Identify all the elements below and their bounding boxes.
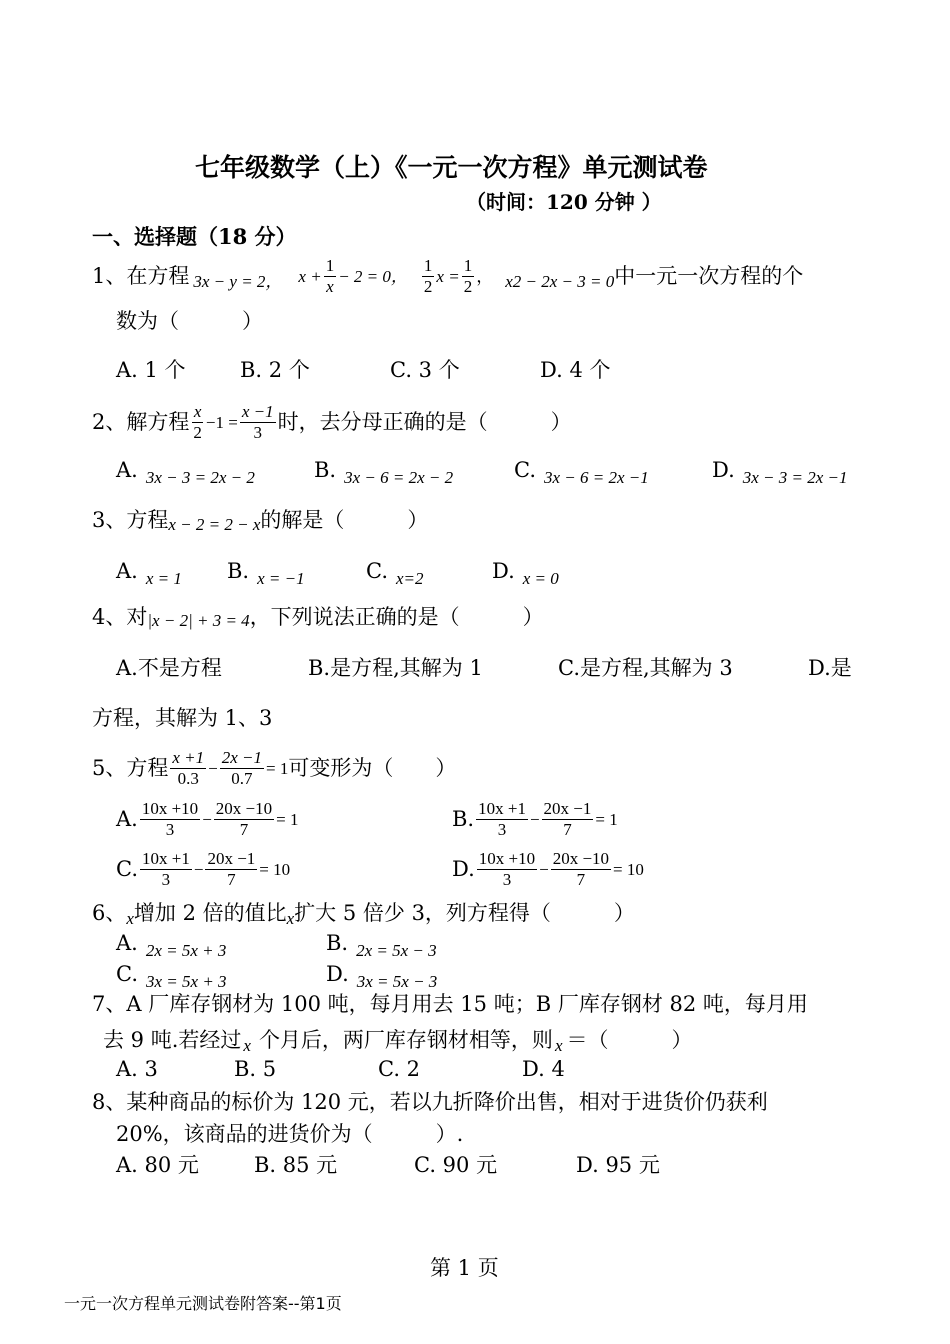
q3-option-c-label: C. [366, 559, 388, 583]
q2-option-b-expr: 3x − 6 = 2x − 2 [344, 468, 454, 487]
q2-option-d-expr: 3x − 3 = 2x −1 [742, 468, 848, 487]
q8-option-d: D. 95 元 [576, 1153, 660, 1177]
q1-e3-comma: ， [476, 266, 494, 286]
page-number: 第 1 页 [430, 1256, 499, 1280]
q1-e3-fraction-2 [462, 256, 475, 296]
q5-minus: − [208, 758, 218, 778]
q1-option-b: B. 2 个 [240, 358, 310, 382]
q5-fraction-1 [170, 748, 206, 788]
document-footer: 一元一次方程单元测试卷附答案--第1页 [64, 1294, 342, 1313]
q1-equation-3 [420, 256, 493, 296]
section-heading-choice: 一、选择题（18 分） [92, 224, 297, 249]
q7-line-2-part-b: 个月后，两厂库存钢材相等，则 [258, 1028, 553, 1052]
q1-prefix: 1、在方程 [92, 263, 190, 288]
q1-equation-2 [298, 256, 407, 296]
q5-d-rhs: = 10 [613, 859, 644, 879]
q4-prefix: 4、对 [92, 605, 148, 629]
q4-option-a: A.不是方程 [116, 656, 222, 680]
question-6 [92, 900, 635, 927]
q1-equation-1: 3x − y = 2， [193, 271, 283, 291]
q2-option-b-label: B. [314, 458, 337, 482]
q1-option-a: A. 1 个 [116, 358, 186, 382]
q8-option-a: A. 80 元 [116, 1153, 199, 1177]
q6-option-c [116, 962, 227, 991]
q5-d-den-1: 3 [502, 869, 512, 889]
q5-option-c-expr: $\frac{10x +1}{3}$ − $\frac{20x -1}{7}$ = 10 [142, 849, 291, 889]
q6-suffix: 扩大 5 倍少 3，列方程得（ ） [294, 901, 635, 925]
q3-suffix: 的解是（ ） [260, 508, 429, 532]
q5-a-num-2: 20x −10 [215, 799, 273, 818]
q2-option-c-label: C. [514, 458, 536, 482]
q1-option-c: C. 3 个 [390, 358, 460, 382]
q5-d-num-1: 10x +10 [478, 849, 536, 868]
q1-e3-middle: x = [436, 266, 460, 286]
q2-option-c [514, 458, 649, 487]
q2-option-a-expr: 3x − 3 = 2x − 2 [145, 468, 255, 487]
q5-option-c [116, 849, 290, 889]
q3-option-a-label: A. [116, 559, 138, 583]
q2-suffix: 时，去分母正确的是（ ） [277, 409, 572, 434]
q5-b-den-2: 7 [563, 819, 572, 839]
q5-a-den-2: 7 [239, 819, 249, 839]
q3-option-b-expr: x = −1 [257, 569, 305, 588]
q3-option-c [366, 559, 424, 588]
q5-c-num-1: 10x +1 [142, 849, 190, 868]
q5-c-den-1: 3 [161, 869, 171, 889]
q6-option-b-expr: 2x = 5x − 3 [356, 941, 437, 960]
q1-e3-den-1: 2 [423, 276, 433, 296]
q1-e2-part-b: − 2 = 0， [338, 266, 408, 286]
q1-e3-num-2: 1 [463, 256, 473, 275]
question-4 [92, 606, 544, 629]
q8-option-c: C. 90 元 [414, 1153, 498, 1177]
q2-den-1: 2 [193, 422, 202, 442]
q1-e3-num-1: 1 [423, 256, 433, 275]
q4-equation: |x − 2| + 3 = 4 [147, 611, 250, 630]
q2-middle: −1 = [205, 412, 238, 432]
q5-a-den-1: 3 [165, 819, 175, 839]
q2-option-a [116, 458, 255, 487]
question-5 [92, 748, 456, 788]
q5-option-a-label: A. [116, 806, 138, 831]
q6-variable-1: x [126, 909, 134, 928]
q5-option-d-expr: $\frac{10x +10}{3}$ − $\frac{20x -10}{7}$ = 10 [478, 849, 644, 889]
q2-fraction-1 [191, 402, 204, 442]
page-title: 七年级数学（上）《一元一次方程》单元测试卷 [195, 153, 708, 182]
q5-option-a [116, 799, 298, 839]
q5-a-rhs: = 1 [276, 809, 299, 829]
q3-prefix: 3、方程 [92, 508, 169, 532]
q2-den-2: 3 [253, 422, 262, 442]
q3-option-d [492, 559, 559, 588]
q7-line-2-part-a: 去 9 吨.若经过 [103, 1028, 242, 1052]
q3-option-d-label: D. [492, 559, 515, 583]
q2-option-c-expr: 3x − 6 = 2x −1 [544, 468, 649, 487]
q1-e3-fraction-1 [422, 256, 435, 296]
q5-den-1: 0.3 [177, 768, 199, 788]
q4-option-c: C.是方程,其解为 3 [558, 656, 733, 680]
q8-line-2: 20%，该商品的进货价为（ ）. [116, 1122, 464, 1146]
q5-d-den-2: 7 [576, 869, 586, 889]
question-2 [92, 402, 572, 442]
q2-equation [189, 402, 277, 442]
q4-option-d: D.是 [808, 656, 852, 680]
q5-c-den-2: 7 [227, 869, 236, 889]
q7-option-d: D. 4 [522, 1057, 565, 1081]
q2-num-1: x [193, 402, 202, 421]
q5-fraction-2 [220, 748, 264, 788]
q5-a-num-1: 10x +10 [141, 799, 199, 818]
q5-rhs: = 1 [266, 758, 289, 778]
q7-option-c: C. 2 [378, 1057, 421, 1081]
q5-suffix: 可变形为（ ） [288, 755, 457, 780]
question-3 [92, 508, 428, 533]
q6-middle: 增加 2 倍的值比 [133, 901, 287, 925]
q1-e2-part-a: x + [298, 266, 322, 286]
q5-b-den-1: 3 [497, 819, 507, 839]
q5-option-d [452, 849, 644, 889]
q6-option-a-expr: 2x = 5x + 3 [145, 941, 227, 960]
q5-option-a-expr: $\frac{10x +10}{3}$ − $\frac{20x -10}{7}$ = 1 [141, 799, 299, 839]
q5-option-b-label: B. [452, 806, 475, 831]
q1-option-d: D. 4 个 [540, 358, 611, 382]
q6-option-a-label: A. [116, 931, 138, 955]
q7-line-1: 7、A 厂库存钢材为 100 吨，每月用去 15 吨；B 厂库存钢材 82 吨，每月用 [92, 992, 808, 1016]
q5-b-num-2: 20x −1 [543, 799, 592, 818]
q2-option-d-label: D. [712, 458, 735, 482]
q4-option-b: B.是方程,其解为 1 [308, 656, 483, 680]
q1-e2-fraction [324, 256, 337, 296]
q6-option-b-label: B. [326, 931, 349, 955]
q2-fraction-2 [240, 402, 276, 442]
q1-equation-4: x2 − 2x − 3 = 0 [505, 271, 615, 291]
q5-b-num-1: 10x +1 [478, 799, 526, 818]
q1-e2-numerator: 1 [325, 256, 335, 275]
q2-num-2: x −1 [241, 402, 274, 421]
q6-variable-2: x [286, 909, 295, 928]
q1-suffix: 中一元一次方程的个 [614, 263, 804, 288]
q7-variable-1: x [243, 1036, 251, 1055]
q2-prefix: 2、解方程 [92, 409, 190, 434]
q4-suffix: ，下列说法正确的是（ ） [249, 605, 544, 629]
q5-equation [168, 748, 288, 788]
q1-e3-den-2: 2 [463, 276, 473, 296]
q4-line-2: 方程，其解为 1、3 [92, 706, 273, 730]
q7-line-2-part-c: ＝（ ） [566, 1028, 693, 1052]
q6-option-b [326, 931, 437, 960]
q5-den-2: 0.7 [231, 768, 253, 788]
question-1 [92, 256, 803, 296]
q7-line-2 [103, 1027, 692, 1054]
q6-option-a [116, 931, 227, 960]
q3-option-a [116, 559, 182, 588]
q8-line-1: 8、某种商品的标价为 120 元，若以九折降价出售，相对于进货价仍获利 [92, 1090, 768, 1114]
q1-e2-denominator: x [326, 276, 334, 296]
q3-option-b [227, 559, 305, 588]
q3-option-b-label: B. [227, 559, 250, 583]
q2-option-b [314, 458, 454, 487]
q7-option-b: B. 5 [234, 1057, 277, 1081]
q5-option-b [452, 799, 618, 839]
q6-prefix: 6、 [92, 901, 127, 925]
q2-option-a-label: A. [116, 458, 138, 482]
q5-num-1: x +1 [172, 748, 205, 767]
q1-line-2: 数为（ ） [116, 309, 263, 333]
q5-d-num-2: 20x −10 [552, 849, 610, 868]
time-limit: （时间：120 分钟 ） [466, 190, 662, 214]
q3-option-d-expr: x = 0 [522, 569, 559, 588]
q3-option-c-expr: x=2 [396, 569, 424, 588]
q6-option-d-label: D. [326, 962, 349, 986]
q6-option-d [326, 962, 438, 991]
q7-variable-2: x [554, 1036, 563, 1055]
q7-option-a: A. 3 [116, 1057, 158, 1081]
q6-option-c-label: C. [116, 962, 138, 986]
q8-option-b: B. 85 元 [254, 1153, 338, 1177]
q3-option-a-expr: x = 1 [145, 569, 182, 588]
q6-option-d-expr: 3x = 5x − 3 [356, 972, 438, 991]
q5-prefix: 5、方程 [92, 755, 169, 780]
q3-equation: x − 2 = 2 − x [168, 515, 261, 534]
q5-option-c-label: C. [116, 856, 138, 881]
q6-option-c-expr: 3x = 5x + 3 [146, 972, 227, 991]
q2-option-d [712, 458, 848, 487]
q5-option-d-label: D. [452, 856, 475, 881]
q5-c-num-2: 20x −1 [207, 849, 256, 868]
q5-option-b-expr: $\frac{10x +1}{3}$ − $\frac{20x -1}{7}$ = 1 [478, 799, 618, 839]
q5-c-rhs: = 10 [259, 859, 291, 879]
q5-num-2: 2x −1 [221, 748, 263, 767]
q5-b-rhs: = 1 [595, 809, 618, 829]
